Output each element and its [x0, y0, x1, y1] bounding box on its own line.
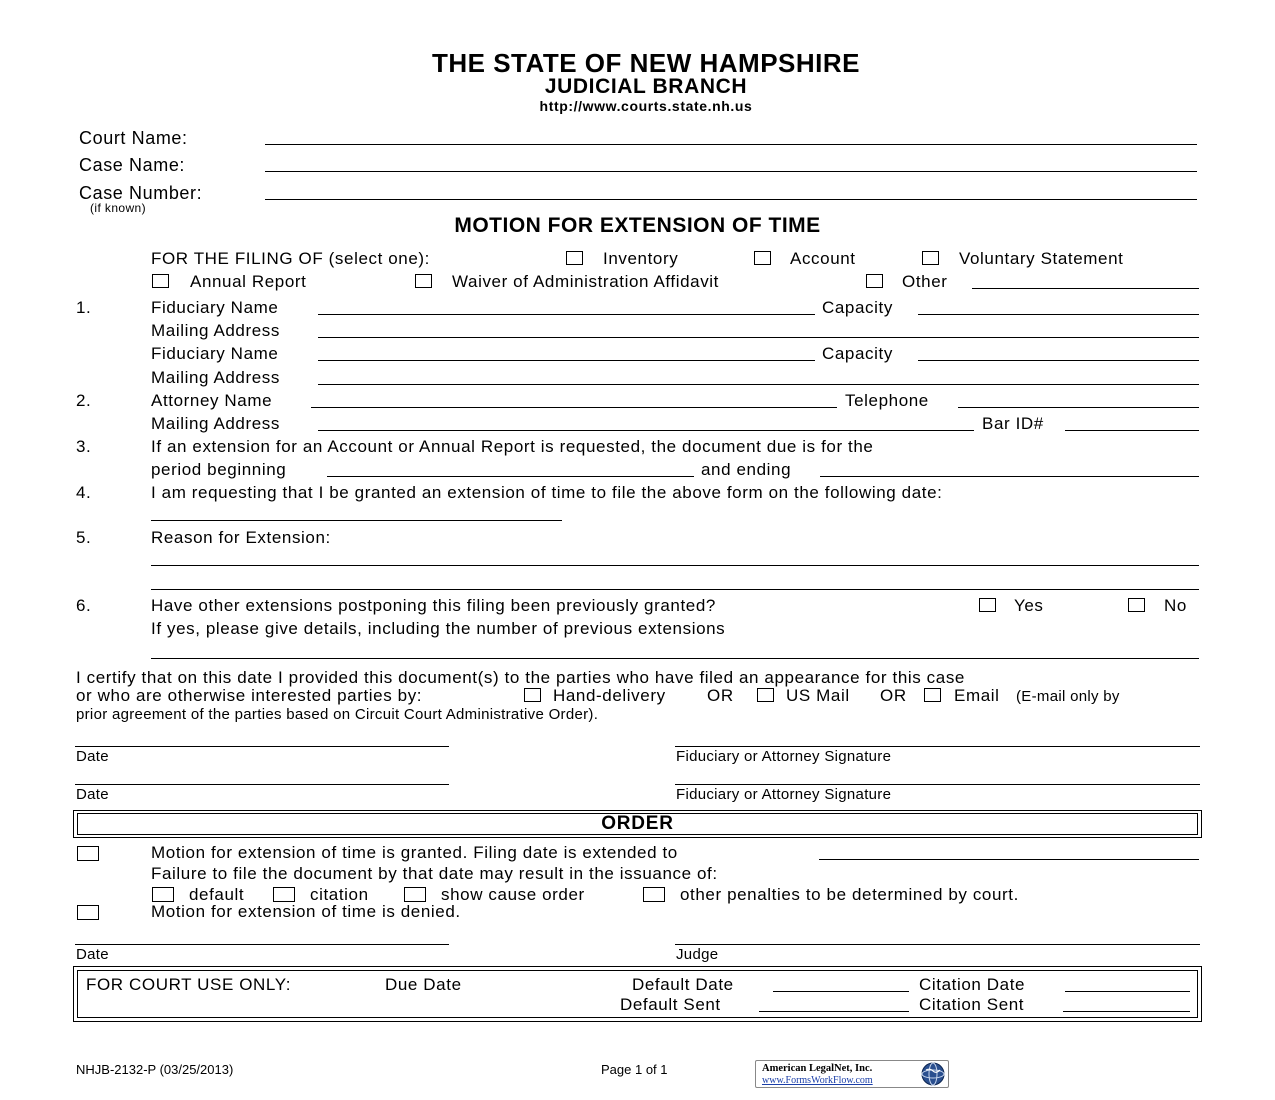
court-name-field[interactable] — [265, 144, 1197, 145]
date-label-1: Date — [76, 748, 109, 765]
bar-id-field[interactable] — [1065, 430, 1199, 431]
order-title: ORDER — [601, 813, 674, 834]
or-label-2: OR — [880, 686, 907, 705]
court-name-label: Court Name: — [79, 128, 188, 148]
mailing-address-field-1[interactable] — [318, 337, 1199, 338]
granted-text: Motion for extension of time is granted. Filing date is extended to — [151, 843, 678, 862]
capacity-field-1[interactable] — [918, 314, 1199, 315]
signature-field-2[interactable] — [675, 784, 1200, 785]
mailing-address-label-1: Mailing Address — [151, 321, 281, 340]
certify-line-1: I certify that on this date I provided this document(s) to the parties who have filed an appearance for this case — [76, 668, 965, 687]
signature-label-1: Fiduciary or Attorney Signature — [676, 748, 892, 765]
signature-field-1[interactable] — [675, 746, 1200, 747]
vendor-name: American LegalNet, Inc. — [762, 1063, 873, 1074]
certify-line-3: prior agreement of the parties based on Circuit Court Administrative Order). — [76, 706, 599, 723]
fiduciary-name-label-1: Fiduciary Name — [151, 298, 279, 317]
other-field[interactable] — [972, 288, 1199, 289]
item-number-2: 2. — [76, 391, 92, 410]
attorney-name-field[interactable] — [311, 407, 837, 408]
waiver-checkbox[interactable] — [415, 274, 432, 288]
default-date-label: Default Date — [632, 975, 734, 994]
attorney-mailing-address-label: Mailing Address — [151, 414, 281, 433]
inventory-label: Inventory — [603, 249, 679, 268]
vendor-logo — [755, 1060, 949, 1088]
waiver-label: Waiver of Administration Affidavit — [452, 272, 720, 291]
date-field-2[interactable] — [75, 784, 449, 785]
vendor-url[interactable]: www.FormsWorkFlow.com — [762, 1075, 873, 1086]
inventory-checkbox[interactable] — [566, 251, 583, 265]
form-id: NHJB-2132-P (03/25/2013) — [76, 1062, 234, 1077]
or-label-1: OR — [707, 686, 734, 705]
show-cause-label: show cause order — [441, 885, 585, 904]
fiduciary-name-label-2: Fiduciary Name — [151, 344, 279, 363]
item3-text: If an extension for an Account or Annual Report is requested, the document due is for the — [151, 437, 874, 456]
default-checkbox[interactable] — [152, 887, 174, 902]
default-sent-field[interactable] — [759, 1011, 909, 1012]
annual-report-label: Annual Report — [190, 272, 307, 291]
previous-extensions-field[interactable] — [151, 658, 1199, 659]
reason-field-2[interactable] — [151, 589, 1199, 590]
fiduciary-name-field-1[interactable] — [318, 314, 815, 315]
and-ending-label: and ending — [701, 460, 792, 479]
voluntary-statement-label: Voluntary Statement — [959, 249, 1124, 268]
judge-field[interactable] — [675, 944, 1200, 945]
yes-label: Yes — [1014, 596, 1044, 615]
citation-date-label: Citation Date — [919, 975, 1026, 994]
period-beginning-field[interactable] — [327, 476, 694, 477]
item6-details-text: If yes, please give details, including the number of previous extensions — [151, 619, 726, 638]
order-date-field[interactable] — [75, 944, 449, 945]
default-sent-label: Default Sent — [620, 995, 721, 1014]
other-penalties-checkbox[interactable] — [643, 887, 665, 902]
item6-text: Have other extensions postponing this filing been previously granted? — [151, 596, 716, 615]
case-name-field[interactable] — [265, 171, 1197, 172]
us-mail-label: US Mail — [786, 686, 850, 705]
reason-field-1[interactable] — [151, 565, 1199, 566]
show-cause-checkbox[interactable] — [404, 887, 426, 902]
reason-label: Reason for Extension: — [151, 528, 331, 547]
granted-checkbox[interactable] — [77, 846, 99, 861]
citation-sent-label: Citation Sent — [919, 995, 1025, 1014]
date-label-2: Date — [76, 786, 109, 803]
extension-date-field[interactable] — [151, 520, 562, 521]
form-title: MOTION FOR EXTENSION OF TIME — [454, 214, 821, 237]
state-title: THE STATE OF NEW HAMPSHIRE — [431, 48, 861, 78]
page-number: Page 1 of 1 — [601, 1062, 668, 1077]
item-number-3: 3. — [76, 437, 92, 456]
denied-checkbox[interactable] — [77, 905, 99, 920]
mailing-address-label-2: Mailing Address — [151, 368, 281, 387]
attorney-mailing-address-field[interactable] — [318, 430, 974, 431]
bar-id-label: Bar ID# — [982, 414, 1044, 433]
telephone-label: Telephone — [845, 391, 929, 410]
capacity-field-2[interactable] — [918, 360, 1199, 361]
judge-label: Judge — [676, 946, 719, 963]
item4-text: I am requesting that I be granted an extension of time to file the above form on the following date: — [151, 483, 943, 502]
filing-label: FOR THE FILING OF (select one): — [151, 249, 431, 268]
citation-date-field[interactable] — [1065, 991, 1190, 992]
hand-delivery-checkbox[interactable] — [524, 688, 541, 702]
extended-to-field[interactable] — [819, 859, 1199, 860]
globe-icon — [920, 1061, 946, 1087]
case-number-field[interactable] — [265, 199, 1197, 200]
court-use-label: FOR COURT USE ONLY: — [86, 975, 292, 994]
denied-text: Motion for extension of time is denied. — [151, 902, 461, 921]
other-penalties-label: other penalties to be determined by court. — [680, 885, 1019, 904]
citation-sent-field[interactable] — [1063, 1011, 1190, 1012]
account-checkbox[interactable] — [754, 251, 771, 265]
citation-label: citation — [310, 885, 369, 904]
case-number-label: Case Number: — [79, 183, 203, 203]
hand-delivery-label: Hand-delivery — [553, 686, 666, 705]
court-url: http://www.courts.state.nh.us — [539, 98, 753, 114]
capacity-label-2: Capacity — [822, 344, 893, 363]
branch-title: JUDICIAL BRANCH — [544, 75, 748, 98]
account-label: Account — [790, 249, 856, 268]
item-number-1: 1. — [76, 298, 92, 317]
order-date-label: Date — [76, 946, 109, 963]
capacity-label-1: Capacity — [822, 298, 893, 317]
certify-line-2: or who are otherwise interested parties by: — [76, 686, 423, 705]
yes-checkbox[interactable] — [979, 598, 996, 612]
date-field-1[interactable] — [75, 746, 449, 747]
annual-report-checkbox[interactable] — [152, 274, 169, 288]
us-mail-checkbox[interactable] — [757, 688, 774, 702]
no-checkbox[interactable] — [1128, 598, 1145, 612]
email-checkbox[interactable] — [924, 688, 941, 702]
mailing-address-field-2[interactable] — [318, 384, 1199, 385]
and-ending-field[interactable] — [820, 476, 1199, 477]
if-known-note: (if known) — [90, 201, 147, 215]
no-label: No — [1164, 596, 1187, 615]
fiduciary-name-field-2[interactable] — [318, 360, 815, 361]
due-date-label: Due Date — [385, 975, 462, 994]
item-number-4: 4. — [76, 483, 92, 502]
email-note: (E-mail only by — [1016, 688, 1120, 705]
voluntary-statement-checkbox[interactable] — [922, 251, 939, 265]
item-number-5: 5. — [76, 528, 92, 547]
default-label: default — [189, 885, 245, 904]
case-name-label: Case Name: — [79, 155, 186, 175]
attorney-name-label: Attorney Name — [151, 391, 273, 410]
other-checkbox[interactable] — [866, 274, 883, 288]
period-beginning-label: period beginning — [151, 460, 287, 479]
item-number-6: 6. — [76, 596, 92, 615]
failure-text: Failure to file the document by that date may result in the issuance of: — [151, 864, 718, 883]
citation-checkbox[interactable] — [273, 887, 295, 902]
telephone-field[interactable] — [958, 407, 1199, 408]
email-label: Email — [954, 686, 1000, 705]
signature-label-2: Fiduciary or Attorney Signature — [676, 786, 892, 803]
default-date-field[interactable] — [773, 991, 909, 992]
other-label: Other — [902, 272, 948, 291]
